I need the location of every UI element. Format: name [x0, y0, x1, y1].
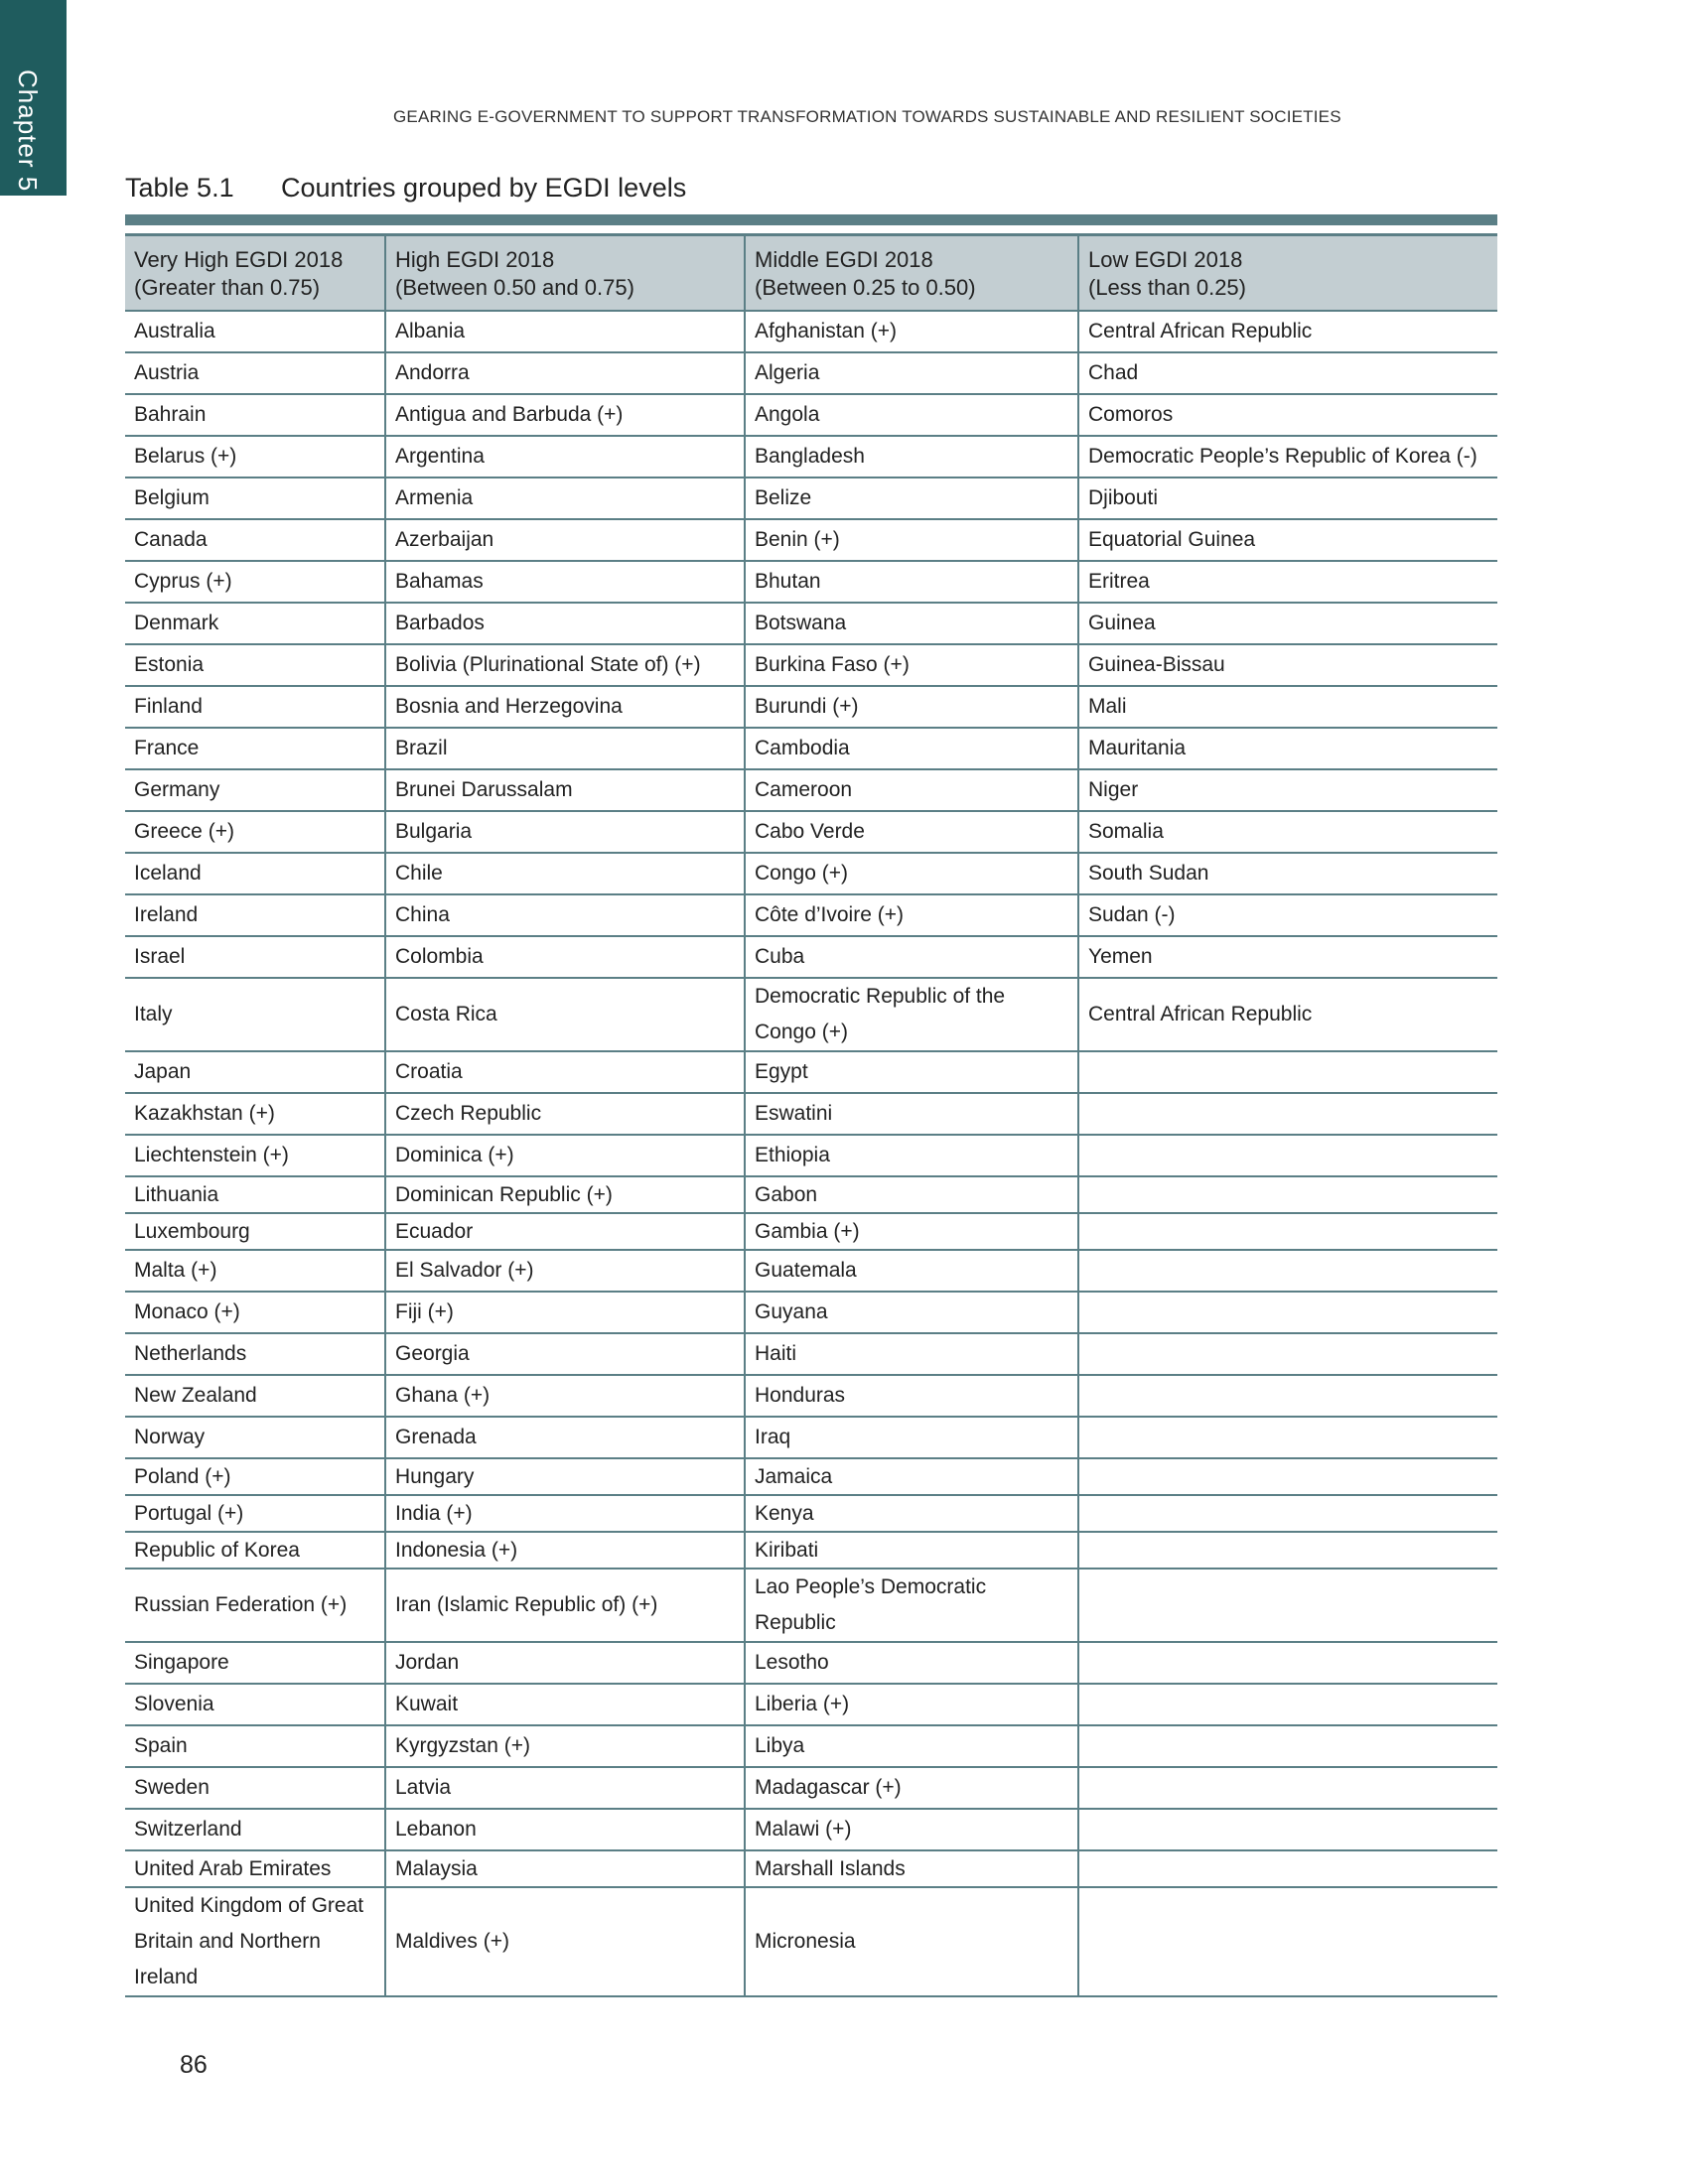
- cell-low: [1078, 1642, 1497, 1684]
- column-header-range: (Greater than 0.75): [134, 275, 321, 300]
- table-row: [125, 853, 1497, 894]
- page-number: 86: [180, 2051, 208, 2079]
- cell-middle: Honduras: [745, 1375, 1078, 1417]
- cell-very-high: New Zealand: [125, 1375, 385, 1417]
- table-row: [125, 561, 1497, 603]
- cell-very-high: Singapore: [125, 1642, 385, 1684]
- cell-high: Ghana (+): [385, 1375, 745, 1417]
- table-row: [125, 1495, 1497, 1532]
- cell-high: Colombia: [385, 936, 745, 978]
- cell-middle: Algeria: [745, 352, 1078, 394]
- cell-low: Guinea: [1078, 603, 1497, 644]
- cell-middle: Liberia (+): [745, 1684, 1078, 1725]
- table-row: [125, 478, 1497, 519]
- cell-very-high: Italy: [125, 978, 385, 1051]
- cell-middle: Democratic Republic of the Congo (+): [745, 978, 1078, 1051]
- cell-very-high: Monaco (+): [125, 1292, 385, 1333]
- table-row: [125, 1250, 1497, 1292]
- cell-middle: Côte d’Ivoire (+): [745, 894, 1078, 936]
- cell-middle: Cabo Verde: [745, 811, 1078, 853]
- table-title: Countries grouped by EGDI levels: [281, 173, 687, 203]
- cell-very-high: Cyprus (+): [125, 561, 385, 603]
- table-row: [125, 936, 1497, 978]
- table-row: [125, 644, 1497, 686]
- table-header-row: [125, 235, 1497, 312]
- cell-low: Niger: [1078, 769, 1497, 811]
- cell-middle: Kiribati: [745, 1532, 1078, 1569]
- cell-very-high: Slovenia: [125, 1684, 385, 1725]
- cell-middle: Iraq: [745, 1417, 1078, 1458]
- cell-low: Chad: [1078, 352, 1497, 394]
- cell-low: South Sudan: [1078, 853, 1497, 894]
- cell-high: Azerbaijan: [385, 519, 745, 561]
- cell-low: Sudan (-): [1078, 894, 1497, 936]
- cell-low: [1078, 1809, 1497, 1850]
- cell-low: Guinea-Bissau: [1078, 644, 1497, 686]
- table-row: [125, 1642, 1497, 1684]
- cell-very-high: Israel: [125, 936, 385, 978]
- column-header-range: (Less than 0.25): [1088, 275, 1246, 300]
- column-header-title: Middle EGDI 2018: [755, 247, 933, 272]
- table-row: [125, 1767, 1497, 1809]
- cell-middle: Gambia (+): [745, 1213, 1078, 1250]
- cell-high: Bosnia and Herzegovina: [385, 686, 745, 728]
- cell-middle: Cambodia: [745, 728, 1078, 769]
- cell-very-high: Iceland: [125, 853, 385, 894]
- cell-high: Jordan: [385, 1642, 745, 1684]
- cell-low: [1078, 1417, 1497, 1458]
- table-row: [125, 1417, 1497, 1458]
- cell-high: Croatia: [385, 1051, 745, 1093]
- cell-middle: Benin (+): [745, 519, 1078, 561]
- cell-very-high: Lithuania: [125, 1176, 385, 1213]
- cell-middle: Bhutan: [745, 561, 1078, 603]
- cell-high: Bolivia (Plurinational State of) (+): [385, 644, 745, 686]
- cell-very-high: Belgium: [125, 478, 385, 519]
- table-row: [125, 1093, 1497, 1135]
- table-row: [125, 1532, 1497, 1569]
- cell-high: El Salvador (+): [385, 1250, 745, 1292]
- table-row: [125, 1176, 1497, 1213]
- cell-middle: Lesotho: [745, 1642, 1078, 1684]
- cell-middle: Egypt: [745, 1051, 1078, 1093]
- cell-low: Eritrea: [1078, 561, 1497, 603]
- cell-middle: Burundi (+): [745, 686, 1078, 728]
- table-row: [125, 311, 1497, 352]
- column-header-high: [385, 235, 745, 312]
- cell-high: Bulgaria: [385, 811, 745, 853]
- cell-very-high: Spain: [125, 1725, 385, 1767]
- table-row: [125, 1850, 1497, 1887]
- cell-high: Bahamas: [385, 561, 745, 603]
- cell-low: [1078, 1684, 1497, 1725]
- table-row: [125, 1051, 1497, 1093]
- cell-middle: Ethiopia: [745, 1135, 1078, 1176]
- cell-high: Hungary: [385, 1458, 745, 1495]
- cell-middle: Guatemala: [745, 1250, 1078, 1292]
- cell-high: Indonesia (+): [385, 1532, 745, 1569]
- cell-middle: Libya: [745, 1725, 1078, 1767]
- cell-very-high: Netherlands: [125, 1333, 385, 1375]
- table-row: [125, 1135, 1497, 1176]
- cell-very-high: Ireland: [125, 894, 385, 936]
- running-header: GEARING E-GOVERNMENT TO SUPPORT TRANSFORMATION TOWARDS SUSTAINABLE AND RESILIENT SOCIETIES: [393, 107, 1341, 126]
- cell-low: [1078, 1333, 1497, 1375]
- cell-very-high: Kazakhstan (+): [125, 1093, 385, 1135]
- cell-low: Djibouti: [1078, 478, 1497, 519]
- table-row: [125, 1569, 1497, 1642]
- chapter-tab-label: Chapter 5: [13, 69, 43, 193]
- cell-very-high: Norway: [125, 1417, 385, 1458]
- cell-low: [1078, 1495, 1497, 1532]
- table-row: [125, 1684, 1497, 1725]
- cell-high: Chile: [385, 853, 745, 894]
- cell-low: Mauritania: [1078, 728, 1497, 769]
- cell-very-high: Finland: [125, 686, 385, 728]
- cell-middle: Haiti: [745, 1333, 1078, 1375]
- table-row: [125, 603, 1497, 644]
- column-header-low: [1078, 235, 1497, 312]
- cell-high: Kuwait: [385, 1684, 745, 1725]
- cell-very-high: Switzerland: [125, 1809, 385, 1850]
- cell-high: China: [385, 894, 745, 936]
- cell-high: Maldives (+): [385, 1887, 745, 1996]
- table-row: [125, 1333, 1497, 1375]
- cell-high: Czech Republic: [385, 1093, 745, 1135]
- cell-low: [1078, 1051, 1497, 1093]
- cell-low: Democratic People’s Republic of Korea (-): [1078, 436, 1497, 478]
- cell-middle: Madagascar (+): [745, 1767, 1078, 1809]
- column-header-range: (Between 0.50 and 0.75): [395, 275, 634, 300]
- table-row: [125, 394, 1497, 436]
- cell-middle: Marshall Islands: [745, 1850, 1078, 1887]
- table-row: [125, 1887, 1497, 1996]
- table-caption: [125, 173, 686, 204]
- cell-high: Antigua and Barbuda (+): [385, 394, 745, 436]
- cell-middle: Micronesia: [745, 1887, 1078, 1996]
- table-row: [125, 436, 1497, 478]
- cell-middle: Afghanistan (+): [745, 311, 1078, 352]
- cell-middle: Congo (+): [745, 853, 1078, 894]
- column-header-title: High EGDI 2018: [395, 247, 555, 272]
- cell-high: Ecuador: [385, 1213, 745, 1250]
- cell-low: Central African Republic: [1078, 311, 1497, 352]
- cell-middle: Malawi (+): [745, 1809, 1078, 1850]
- cell-low: [1078, 1767, 1497, 1809]
- cell-low: [1078, 1292, 1497, 1333]
- column-header-very-high: [125, 235, 385, 312]
- cell-middle: Cameroon: [745, 769, 1078, 811]
- table-row: [125, 1458, 1497, 1495]
- cell-low: Comoros: [1078, 394, 1497, 436]
- cell-very-high: Portugal (+): [125, 1495, 385, 1532]
- table-row: [125, 978, 1497, 1051]
- cell-very-high: Malta (+): [125, 1250, 385, 1292]
- cell-middle: Jamaica: [745, 1458, 1078, 1495]
- column-header-range: (Between 0.25 to 0.50): [755, 275, 976, 300]
- table-row: [125, 1292, 1497, 1333]
- cell-very-high: Belarus (+): [125, 436, 385, 478]
- cell-high: Brunei Darussalam: [385, 769, 745, 811]
- cell-low: [1078, 1458, 1497, 1495]
- cell-very-high: Liechtenstein (+): [125, 1135, 385, 1176]
- table-number: Table 5.1: [125, 173, 234, 203]
- cell-middle: Eswatini: [745, 1093, 1078, 1135]
- table-body: [125, 311, 1497, 1996]
- cell-very-high: Russian Federation (+): [125, 1569, 385, 1642]
- cell-high: Costa Rica: [385, 978, 745, 1051]
- cell-high: Georgia: [385, 1333, 745, 1375]
- cell-very-high: Denmark: [125, 603, 385, 644]
- table-row: [125, 686, 1497, 728]
- egdi-table: [125, 233, 1497, 1997]
- cell-low: [1078, 1213, 1497, 1250]
- cell-high: Argentina: [385, 436, 745, 478]
- cell-low: Somalia: [1078, 811, 1497, 853]
- chapter-side-tab: [0, 0, 67, 196]
- cell-high: Fiji (+): [385, 1292, 745, 1333]
- cell-middle: Bangladesh: [745, 436, 1078, 478]
- cell-low: [1078, 1569, 1497, 1642]
- table-row: [125, 894, 1497, 936]
- cell-very-high: Sweden: [125, 1767, 385, 1809]
- cell-high: Latvia: [385, 1767, 745, 1809]
- cell-very-high: Bahrain: [125, 394, 385, 436]
- cell-high: Grenada: [385, 1417, 745, 1458]
- cell-very-high: Poland (+): [125, 1458, 385, 1495]
- table-row: [125, 728, 1497, 769]
- cell-low: [1078, 1532, 1497, 1569]
- cell-very-high: Australia: [125, 311, 385, 352]
- column-header-title: Very High EGDI 2018: [134, 247, 344, 272]
- cell-high: Barbados: [385, 603, 745, 644]
- table-row: [125, 519, 1497, 561]
- cell-very-high: Republic of Korea: [125, 1532, 385, 1569]
- table-row: [125, 1213, 1497, 1250]
- cell-very-high: United Kingdom of Great Britain and Northern Ireland: [125, 1887, 385, 1996]
- cell-very-high: United Arab Emirates: [125, 1850, 385, 1887]
- cell-low: Mali: [1078, 686, 1497, 728]
- cell-high: Albania: [385, 311, 745, 352]
- cell-middle: Belize: [745, 478, 1078, 519]
- cell-high: Armenia: [385, 478, 745, 519]
- cell-middle: Burkina Faso (+): [745, 644, 1078, 686]
- caption-rule: [125, 214, 1497, 225]
- table-row: [125, 811, 1497, 853]
- cell-middle: Cuba: [745, 936, 1078, 978]
- cell-low: [1078, 1176, 1497, 1213]
- table-row: [125, 352, 1497, 394]
- cell-very-high: Canada: [125, 519, 385, 561]
- cell-high: Dominican Republic (+): [385, 1176, 745, 1213]
- cell-low: [1078, 1887, 1497, 1996]
- cell-high: Brazil: [385, 728, 745, 769]
- cell-low: Equatorial Guinea: [1078, 519, 1497, 561]
- cell-very-high: France: [125, 728, 385, 769]
- column-header-middle: [745, 235, 1078, 312]
- cell-very-high: Germany: [125, 769, 385, 811]
- table-row: [125, 769, 1497, 811]
- table-row: [125, 1375, 1497, 1417]
- cell-low: [1078, 1375, 1497, 1417]
- cell-middle: Guyana: [745, 1292, 1078, 1333]
- cell-very-high: Japan: [125, 1051, 385, 1093]
- cell-low: [1078, 1250, 1497, 1292]
- cell-low: Central African Republic: [1078, 978, 1497, 1051]
- cell-middle: Angola: [745, 394, 1078, 436]
- column-header-title: Low EGDI 2018: [1088, 247, 1243, 272]
- cell-low: [1078, 1850, 1497, 1887]
- cell-very-high: Austria: [125, 352, 385, 394]
- cell-very-high: Estonia: [125, 644, 385, 686]
- table-row: [125, 1725, 1497, 1767]
- cell-very-high: Luxembourg: [125, 1213, 385, 1250]
- cell-middle: Kenya: [745, 1495, 1078, 1532]
- cell-high: Iran (Islamic Republic of) (+): [385, 1569, 745, 1642]
- table-row: [125, 1809, 1497, 1850]
- cell-very-high: Greece (+): [125, 811, 385, 853]
- cell-high: Kyrgyzstan (+): [385, 1725, 745, 1767]
- cell-high: Dominica (+): [385, 1135, 745, 1176]
- cell-low: [1078, 1135, 1497, 1176]
- cell-low: [1078, 1093, 1497, 1135]
- cell-middle: Botswana: [745, 603, 1078, 644]
- cell-low: [1078, 1725, 1497, 1767]
- cell-high: Andorra: [385, 352, 745, 394]
- cell-low: Yemen: [1078, 936, 1497, 978]
- cell-high: Lebanon: [385, 1809, 745, 1850]
- cell-high: Malaysia: [385, 1850, 745, 1887]
- cell-high: India (+): [385, 1495, 745, 1532]
- cell-middle: Lao People’s Democratic Republic: [745, 1569, 1078, 1642]
- cell-middle: Gabon: [745, 1176, 1078, 1213]
